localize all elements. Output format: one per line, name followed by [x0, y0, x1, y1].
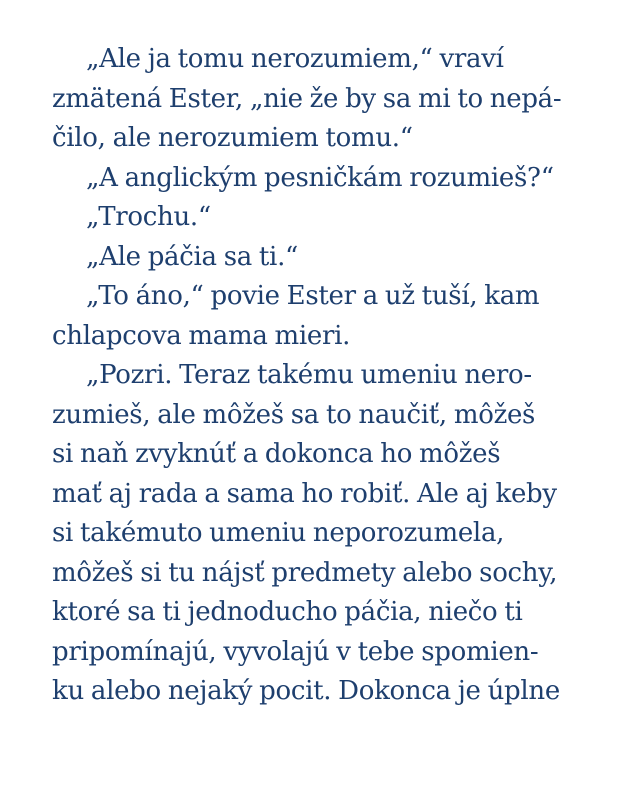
- text-line: „To áno,“ povie Ester a už tuší, kam: [86, 281, 540, 311]
- text-line: zumieš, ale môžeš sa to naučiť, môžeš: [52, 399, 536, 430]
- text-page: [52, 40, 597, 712]
- text-line: ktoré sa ti jednoducho páčia, niečo ti: [52, 597, 523, 627]
- text-line: „Pozri. Teraz takému umeniu nero-: [86, 360, 532, 390]
- text-line: môžeš si tu nájsť predmety alebo sochy,: [52, 557, 558, 588]
- text-line: zmätená Ester, „nie že by sa mi to nepá-: [52, 83, 562, 114]
- text-line: pripomínajú, vyvolajú v tebe spomien-: [52, 636, 539, 667]
- text-line: „A anglickým pesničkám rozumieš?“: [86, 162, 554, 193]
- text-line: „Ale ja tomu nerozumiem,“ vraví: [86, 44, 504, 74]
- text-line: mať aj rada a sama ho robiť. Ale aj keby: [52, 478, 557, 509]
- text-line: „Ale páčia sa ti.“: [86, 241, 299, 272]
- text-line: ku alebo nejaký pocit. Dokonca je úplne: [52, 676, 560, 706]
- text-line: chlapcova mama mieri.: [52, 320, 351, 351]
- text-line: si naň zvyknúť a dokonca ho môžeš: [52, 439, 501, 469]
- text-line: si takémuto umeniu neporozumela,: [52, 518, 505, 548]
- text-line: čilo, ale nerozumiem tomu.“: [52, 123, 413, 153]
- text-line: „Trochu.“: [86, 202, 211, 232]
